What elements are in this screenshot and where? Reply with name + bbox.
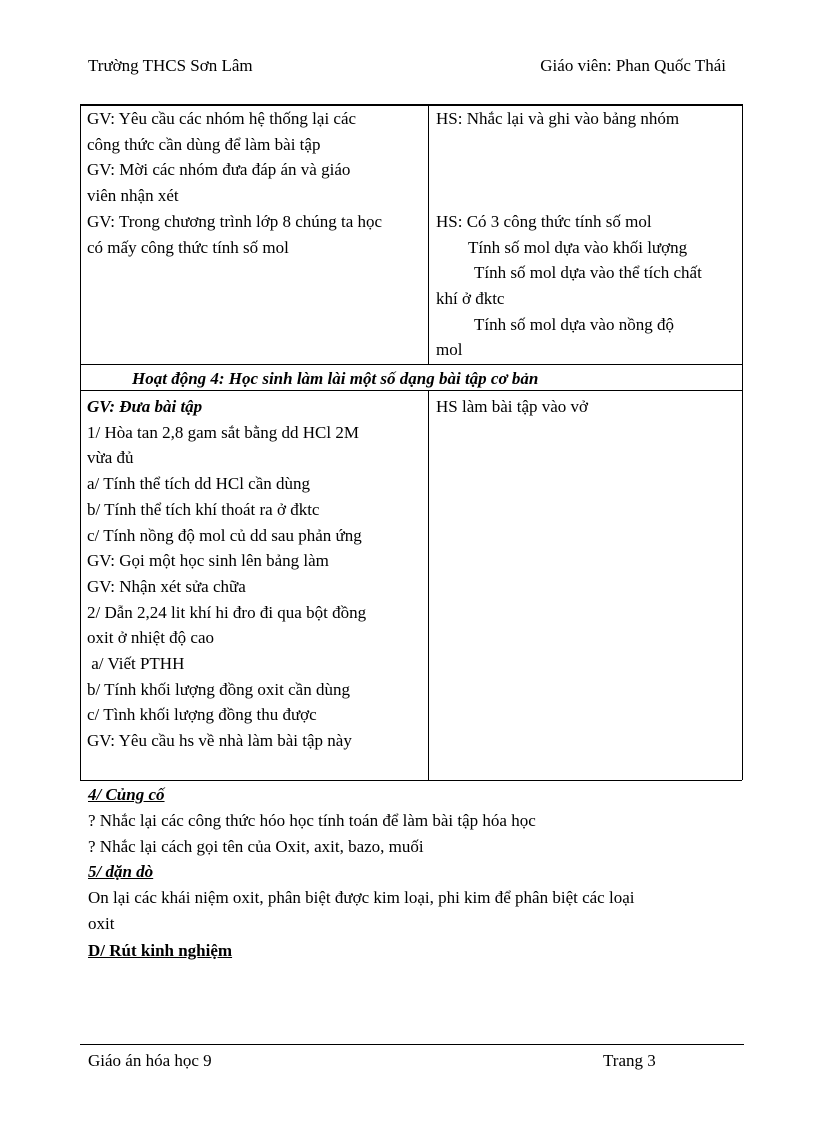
table-right-border <box>742 104 743 780</box>
row3-student-cell: HS làm bài tập vào vở <box>436 397 589 416</box>
row3-left-line: c/ Tính nồng độ mol củ dd sau phản ứng <box>87 525 362 545</box>
row1-left-line: GV: Yêu cầu các nhóm hệ thống lại các <box>87 109 357 128</box>
row1-left-line: có mấy công thức tính số mol <box>87 237 289 257</box>
row1-left-line: GV: Trong chương trình lớp 8 chúng ta học <box>87 211 383 231</box>
row1-right-line: khí ở đktc <box>436 288 505 308</box>
row1-right-line: Tính số mol dựa vào thể tích chất <box>474 263 702 283</box>
section5-line: On lại các khái niệm oxit, phân biệt được kim loại, phi kim để phân biệt các loại <box>88 888 635 907</box>
table-left-border <box>80 104 81 780</box>
table-row-divider-1 <box>80 364 742 365</box>
footer-page-number: Trang 3 <box>603 1051 656 1070</box>
sectionD-title: D/ Rút kinh nghiệm <box>88 941 233 960</box>
row1-right-line <box>436 183 702 209</box>
row1-left-line: GV: Mời các nhóm đưa đáp án và giáo <box>87 160 351 180</box>
row1-right-line: mol <box>436 340 463 360</box>
table-col-divider-1 <box>428 104 429 364</box>
row3-left-line: GV: Yêu cầu hs về nhà làm bài tập này <box>87 731 352 751</box>
row1-right-line <box>436 132 702 158</box>
header-school: Trường THCS Sơn Lâm <box>88 56 253 75</box>
row1-left-line: công thức cần dùng để làm bài tập <box>87 134 321 154</box>
row1-right-line: HS: Nhắc lại và ghi vào bảng nhóm <box>436 109 680 128</box>
section5-line: oxit <box>88 914 115 933</box>
section4-line: ? Nhắc lại cách gọi tên của Oxit, axit, bazo, muối <box>88 837 424 856</box>
row1-left-line: viên nhận xét <box>87 186 179 206</box>
row1-right-line: HS: Có 3 công thức tính số mol <box>436 211 652 231</box>
row3-left-line: b/ Tính khối lượng đồng oxit cần dùng <box>87 679 350 699</box>
section4-line: ? Nhắc lại các công thức hóo học tính toán để làm bài tập hóa học <box>88 811 536 830</box>
row1-right-line <box>436 157 702 183</box>
header-teacher: Giáo viên: Phan Quốc Thái <box>540 56 726 75</box>
section5-title: 5/ dặn dò <box>88 862 154 881</box>
row3-teacher-cell <box>87 394 366 754</box>
row3-left-line: c/ Tình khối lượng đồng thu được <box>87 705 317 725</box>
row3-left-line: a/ Viết PTHH <box>87 654 185 674</box>
row1-right-line: Tính số mol dựa vào khối lượng <box>468 237 688 257</box>
footer-rule <box>80 1044 744 1045</box>
table-col-divider-2 <box>428 390 429 780</box>
row1-student-cell <box>436 106 702 363</box>
footer-left: Giáo án hóa học 9 <box>88 1051 212 1070</box>
row3-left-line: GV: Nhận xét sửa chữa <box>87 576 246 596</box>
lesson-table <box>80 104 742 780</box>
row3-left-line: b/ Tính thể tích khí thoát ra ở đktc <box>87 499 320 519</box>
row3-left-line: oxit ở nhiệt độ cao <box>87 628 215 648</box>
row1-right-line: Tính số mol dựa vào nồng độ <box>474 314 674 334</box>
table-bottom-border <box>80 780 742 781</box>
row3-left-title: GV: Đưa bài tập <box>87 397 203 416</box>
row3-left-line: 1/ Hòa tan 2,8 gam sắt bằng dd HCl 2M <box>87 422 359 442</box>
row3-left-line: vừa đủ <box>87 448 134 468</box>
section4-title: 4/ Củng cố <box>88 785 165 804</box>
row1-teacher-cell <box>87 106 382 260</box>
row3-left-line: 2/ Dẫn 2,24 lit khí hi đro đi qua bột đồng <box>87 602 367 622</box>
activity-title: Hoạt động 4: Học sinh làm lài một số dạng bài tập cơ bản <box>132 369 539 388</box>
row3-left-line: GV: Gọi một học sinh lên bảng làm <box>87 551 329 571</box>
row3-left-line: a/ Tính thể tích dd HCl cần dùng <box>87 474 311 494</box>
